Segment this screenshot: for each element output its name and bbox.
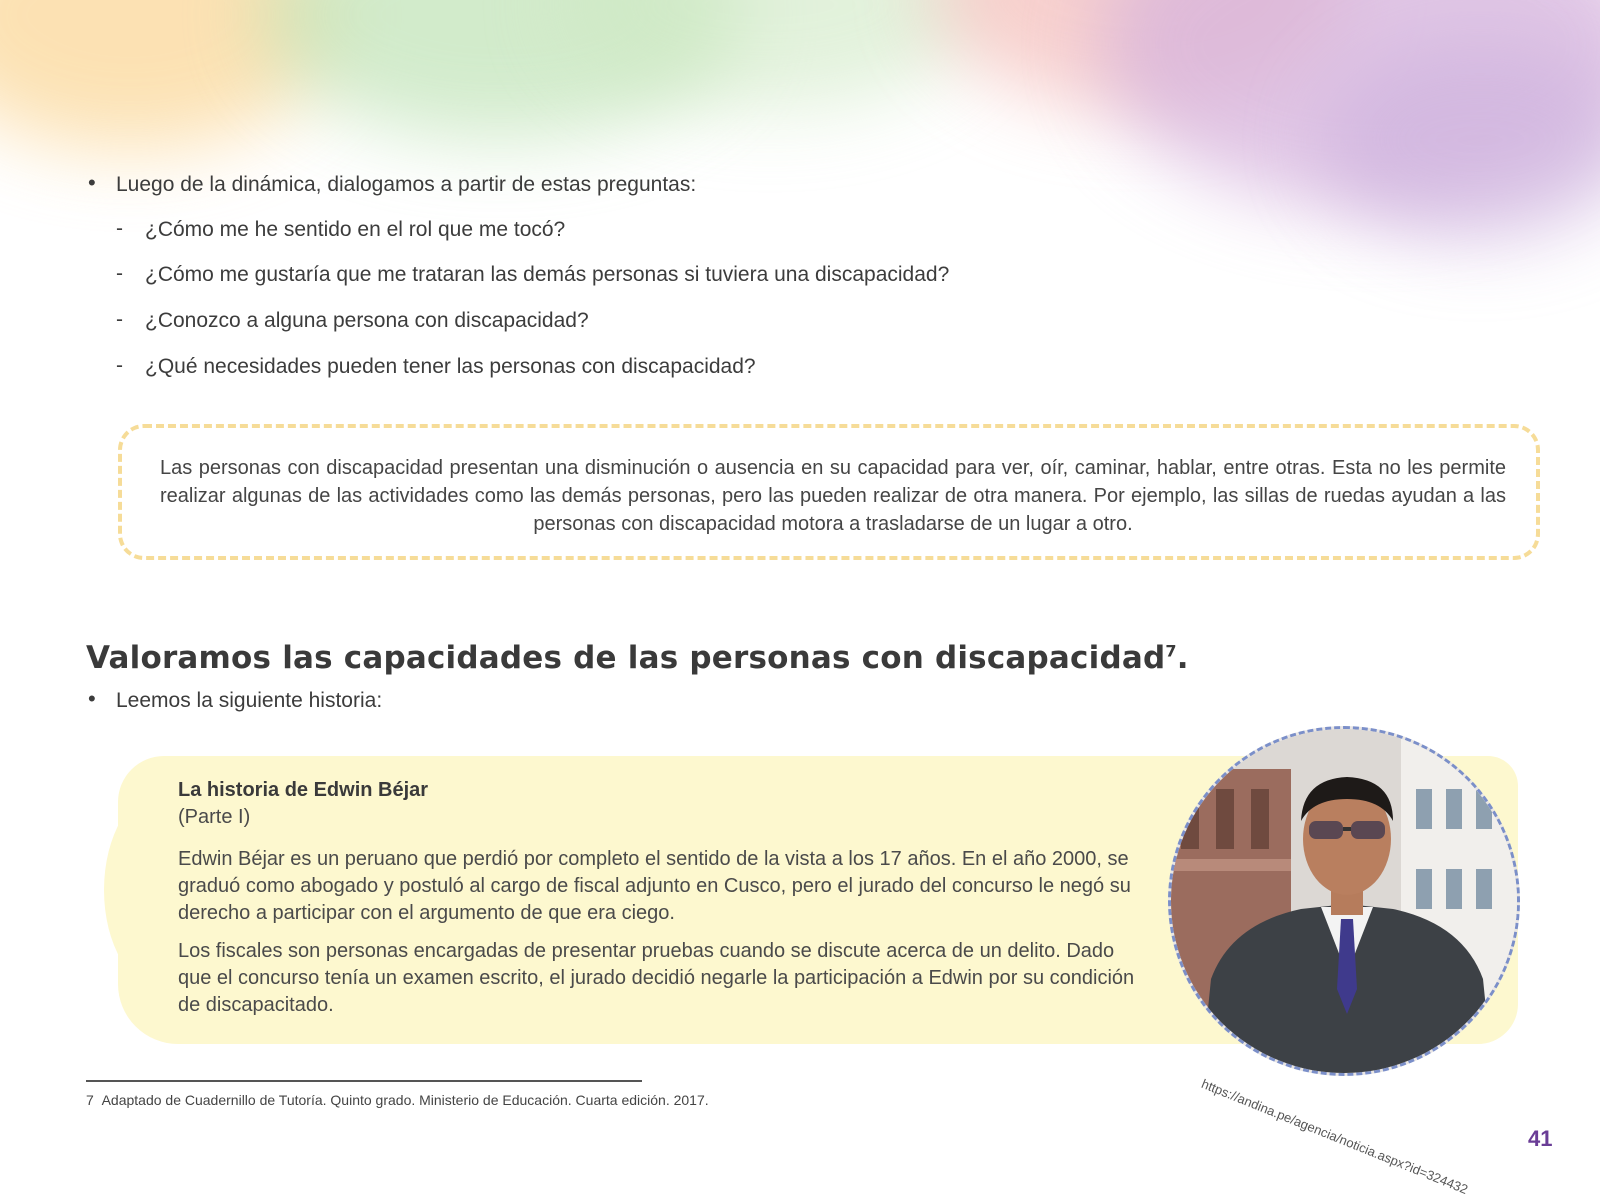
- dash-icon: -: [116, 308, 123, 331]
- page-number: 41: [1528, 1126, 1553, 1151]
- footnote-ref: 7: [1165, 641, 1177, 661]
- info-callout: [118, 424, 1540, 560]
- question-item: ¿Qué necesidades pueden tener las personas con discapacidad?: [145, 355, 756, 378]
- story-subtitle: (Parte I): [178, 806, 251, 828]
- dash-icon: -: [116, 217, 123, 240]
- section-lead: Leemos la siguiente historia:: [116, 689, 383, 712]
- question-item: ¿Conozco a alguna persona con discapacidad?: [145, 309, 589, 332]
- footnote-text: Adaptado de Cuadernillo de Tutoría. Quinto grado. Ministerio de Educación. Cuarta edición. 2017.: [101, 1092, 709, 1108]
- question-item: ¿Cómo me gustaría que me trataran las demás personas si tuviera una discapacidad?: [145, 263, 950, 286]
- photo-credit: https://andina.pe/agencia/noticia.aspx?id=324432: [1199, 1076, 1471, 1197]
- portrait-illustration: [1171, 729, 1520, 1076]
- section-heading: Valoramos las capacidades de las personas con discapacidad$^7$.: [86, 640, 1189, 676]
- story-paragraph: Edwin Béjar es un peruano que perdió por completo el sentido de la vista a los 17 años. En el año 2000, se graduó como abogado y postuló al cargo de fiscal adjunto en Cusco, pero el jurado del concurso le negó su derecho a participar con el argumento de que era ciego.: [178, 848, 1131, 924]
- story-paragraph: Los fiscales son personas encargadas de presentar pruebas cuando se discute acerca de un delito. Dado que el concurso tenía un examen escrito, el jurado decidió negarle la participación a Edwin por su condición de discapacitado.: [178, 940, 1135, 1016]
- callout-text: Las personas con discapacidad presentan una disminución o ausencia en su capacidad para ver, oír, caminar, hablar, entre otras. Esta no les permite realizar algunas de las actividades como las demás personas, pero las pueden realizar de otra manera. Por ejemplo, las sillas de ruedas ayudan a las personas con discapacidad motora a trasladarse de un lugar a otro.: [160, 457, 1506, 535]
- dash-icon: -: [116, 262, 123, 285]
- story-title: La historia de Edwin Béjar: [178, 779, 429, 801]
- footnote-divider: [86, 1080, 642, 1082]
- bullet-icon: •: [88, 686, 96, 711]
- footnote-number: 7: [86, 1092, 94, 1108]
- question-item: ¿Cómo me he sentido en el rol que me tocó?: [145, 218, 566, 241]
- portrait-photo: [1168, 726, 1520, 1076]
- section-heading-text: Valoramos las capacidades de las personas con discapacidad: [86, 640, 1166, 676]
- footnote: [86, 1092, 709, 1108]
- questions-intro: Luego de la dinámica, dialogamos a partir de estas preguntas:: [116, 173, 697, 196]
- dash-icon: -: [116, 354, 123, 377]
- bullet-icon: •: [88, 170, 96, 195]
